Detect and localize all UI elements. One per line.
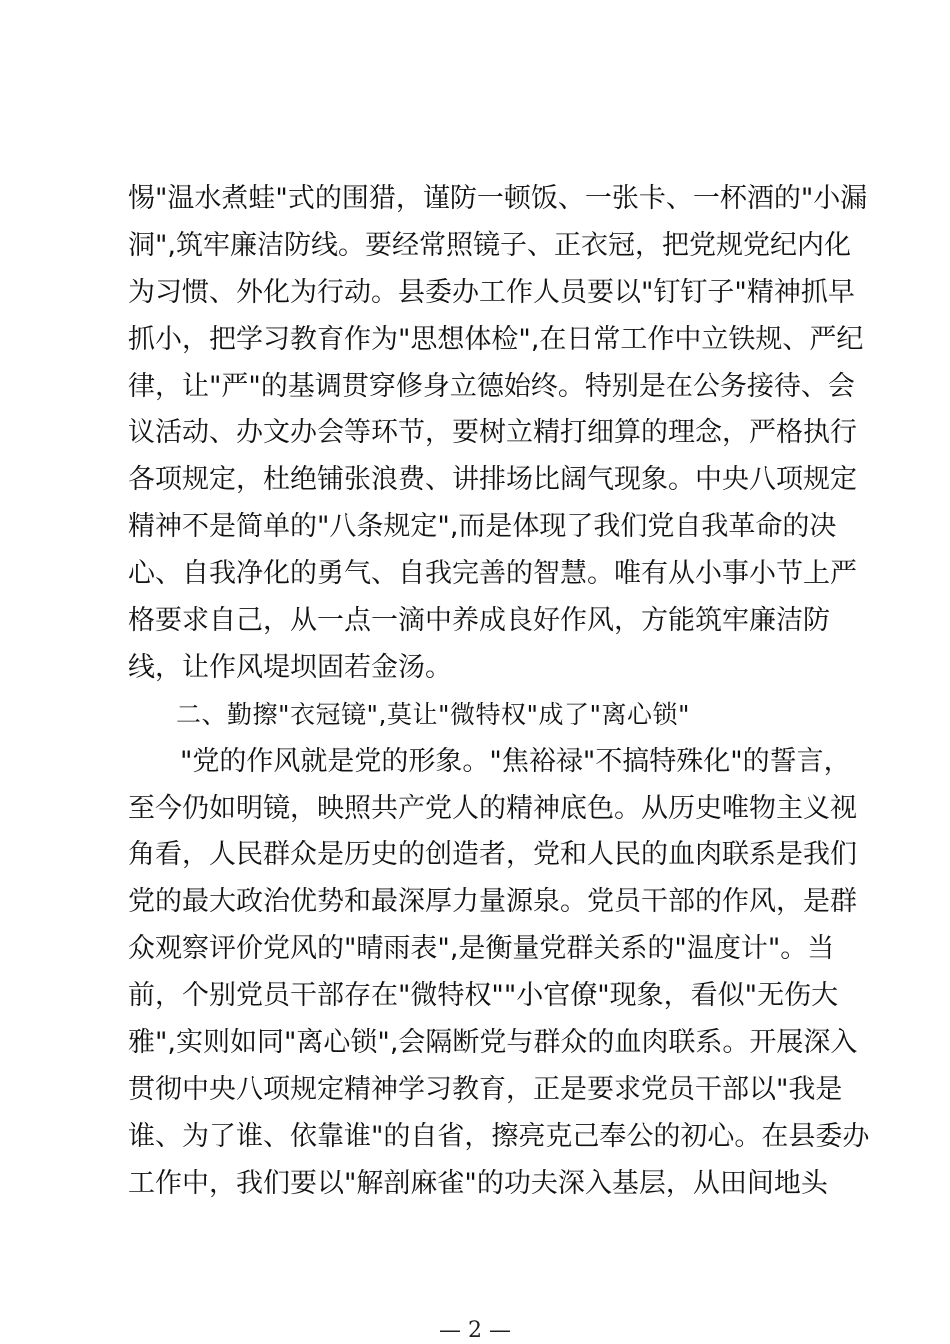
body-text	[128, 176, 870, 1208]
text-line: 心、自我净化的勇气、自我完善的智慧。唯有从小事小节上严	[128, 558, 857, 590]
text-line: 律，让"严"的基调贯穿修身立德始终。特别是在公务接待、会	[128, 370, 855, 402]
text-line: 精神不是简单的"八条规定",而是体现了我们党自我革命的决	[128, 511, 837, 543]
text-line: 谁、为了谁、依靠谁"的自省，擦亮克己奉公的初心。在县委办	[128, 1120, 870, 1152]
text-line: 议活动、办文办会等环节，要树立精打细算的理念，严格执行	[128, 417, 857, 449]
text-line: 贯彻中央八项规定精神学习教育，正是要求党员干部以"我是	[128, 1073, 843, 1105]
text-line: 各项规定，杜绝铺张浪费、讲排场比阔气现象。中央八项规定	[128, 464, 857, 496]
text-line: 为习惯、外化为行动。县委办工作人员要以"钉钉子"精神抓早	[128, 276, 855, 308]
text-line: 格要求自己，从一点一滴中养成良好作风，方能筑牢廉洁防	[128, 605, 830, 637]
paragraph-first-line: "党的作风就是党的形象。"焦裕禄"不搞特殊化"的誓言，	[180, 745, 851, 777]
page-number: — 2 —	[439, 1318, 511, 1343]
text-line: 洞",筑牢廉洁防线。要经常照镜子、正衣冠，把党规党纪内化	[128, 229, 852, 261]
text-line: 惕"温水煮蛙"式的围猎，谨防一顿饭、一张卡、一杯酒的"小漏	[128, 183, 868, 214]
text-line: 雅",实则如同"离心锁",会隔断党与群众的血肉联系。开展深入	[128, 1027, 858, 1059]
text-line: 众观察评价党风的"晴雨表",是衡量党群关系的"温度计"。当	[128, 933, 835, 965]
text-line: 角看，人民群众是历史的创造者，党和人民的血肉联系是我们	[128, 839, 857, 871]
text-line: 前，个别党员干部存在"微特权""小官僚"现象，看似"无伤大	[128, 980, 839, 1012]
text-line: 至今仍如明镜，映照共产党人的精神底色。从历史唯物主义视	[128, 792, 857, 824]
text-line: 线，让作风堤坝固若金汤。	[128, 651, 452, 683]
text-line: 抓小，把学习教育作为"思想体检",在日常工作中立铁规、严纪	[128, 323, 864, 355]
section-heading: 二、勤擦"衣冠镜",莫让"微特权"成了"离心锁"	[176, 699, 690, 729]
text-line: 党的最大政治优势和最深厚力量源泉。党员干部的作风，是群	[128, 886, 857, 918]
text-line: 工作中，我们要以"解剖麻雀"的功夫深入基层，从田间地头	[128, 1167, 828, 1199]
